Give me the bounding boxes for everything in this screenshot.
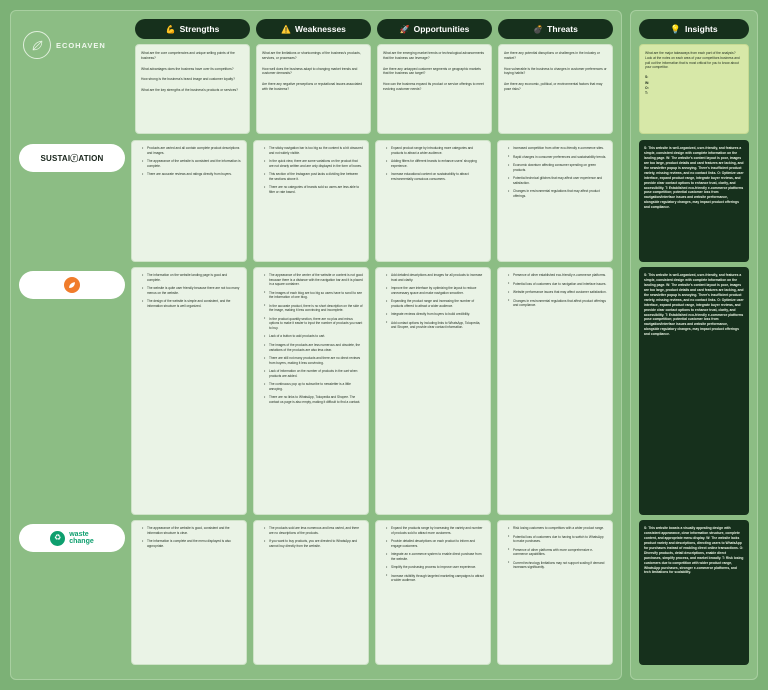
list-item: • The website is quite user friendly because there are not too many menus on the website. <box>142 286 241 295</box>
competitor-logo-cell <box>19 520 125 665</box>
insight-cell[interactable] <box>639 267 749 515</box>
list-item: • Presence of other established eco-friendly e-commerce platforms. <box>508 273 607 278</box>
list-item: • Potential loss of customers due to having to switch to WhatsApp to make purchases. <box>508 535 607 544</box>
list-item: • Expanding the product range and increasing the number of products offered to attract a wider audience. <box>386 299 485 308</box>
list-item: • Lack of information on the number of products in the cart when products are added. <box>264 369 363 378</box>
prompt-box-strengths <box>135 44 250 134</box>
list-item: • Changes in environmental regulations that may affect product offerings. <box>508 189 607 198</box>
prompt-text: What are the emerging market trends or technological advancements that the business can leverage? <box>383 51 484 60</box>
list-item: • Potential loss of customers due to navigation and interface issues. <box>508 282 607 287</box>
competitor-logo-cell <box>19 267 125 515</box>
cell-strengths[interactable] <box>131 520 247 665</box>
competitor-row <box>19 140 613 262</box>
cell-threats[interactable] <box>497 267 613 515</box>
prompt-text: What are the major takeaways from each part of the analysis? Look at the notes on each area of your competitors business and pull out the information that is most critical for you to know about your competitor. <box>645 51 740 70</box>
list-item: • The products sold are less numerous and less varied, and there are no descriptions of the products. <box>264 526 363 535</box>
list-item: • Lack of a button to add products to cart. <box>264 334 363 339</box>
competitor-name: waste change <box>69 530 94 545</box>
list-item: • The continuous pop up to subscribe to newsletter is a little annoying. <box>264 382 363 391</box>
list-item: • Website performance issues that may affect customer satisfaction. <box>508 290 607 295</box>
insight-key-t: T: <box>645 91 648 96</box>
column-threats <box>498 19 613 134</box>
prompt-text: Are there any potential disruptions or challenges in the industry or market? <box>504 51 600 60</box>
prompt-text: Are there any untapped customer segments or geographic markets that the business can target? <box>383 66 481 76</box>
cell-opportunities[interactable] <box>375 140 491 262</box>
list-item: • There are accurate reviews and ratings directly from buyers. <box>142 172 241 177</box>
column-header-threats[interactable] <box>498 19 613 39</box>
recycle-icon: ♻ <box>50 531 65 546</box>
cell-threats[interactable] <box>497 140 613 262</box>
list-item: • The sticky navigation bar is too big so the content is a bit obscured and not widely visible. <box>264 146 363 155</box>
list-item: • The images of each blog are too big so users have to scroll to see the information of one blog. <box>264 291 363 300</box>
list-item: • Increase educational content on sustainability to attract environmentally conscious consumers. <box>386 172 485 181</box>
list-item: • Economic downturn affecting consumer spending on green products. <box>508 163 607 172</box>
list-item: • Add contact options by including links to WhatsApp, Tokopedia, and Shopee, and provide clear contact information. <box>386 321 485 330</box>
column-opportunities <box>377 19 492 134</box>
board-header-row <box>19 19 613 134</box>
cell-threats[interactable] <box>497 520 613 665</box>
cell-opportunities[interactable] <box>375 520 491 665</box>
list-item: • Expand the products range by increasing the variety and number of products sold to attract more customers. <box>386 526 485 535</box>
lightbulb-icon: 💡 <box>670 23 681 34</box>
list-item: • The information on the website landing page is good and complete. <box>142 273 241 282</box>
insight-key-o: O: <box>645 85 649 90</box>
list-item: • Current technology limitations may not support scaling if demand increases significantly. <box>508 561 607 570</box>
list-item: • Increase visibility through targeted marketing campaigns to attract a wider audience. <box>386 574 485 583</box>
column-label-insights: Insights <box>685 24 718 34</box>
swot-board <box>10 10 622 680</box>
list-item: • Potential technical glitches that may affect user experience and satisfaction. <box>508 176 607 185</box>
prompt-text: Are there any economic, political, or environmental factors that may pose risks? <box>504 82 603 91</box>
column-header-weaknesses[interactable] <box>256 19 371 39</box>
list-item: • This section of the Instagram post lacks a dividing line between the sections above it. <box>264 172 363 181</box>
prompt-box-weaknesses <box>256 44 371 134</box>
insight-key-s: S: <box>645 75 649 80</box>
list-item: • Products are varied and all contain complete product descriptions and images. <box>142 146 241 155</box>
column-label-weaknesses: Weaknesses <box>295 24 346 34</box>
insights-header <box>639 19 749 134</box>
flex-muscle-icon: 💪 <box>165 24 176 34</box>
prompt-text: What are the key strengths of the business's products or services? <box>141 88 239 93</box>
prompt-text: How well does the business adapt to changing market trends and customer demands? <box>262 66 358 76</box>
board-rows <box>19 140 613 671</box>
list-item: • Presence of other platforms with more comprehensive e-commerce capabilities. <box>508 548 607 557</box>
list-item: • Adding filters for different brands to enhance users' shopping experience. <box>386 159 485 168</box>
list-item: • Simplify the purchasing process to improve user experience. <box>386 565 485 570</box>
rocket-icon: 🚀 <box>399 24 410 34</box>
column-header-insights[interactable] <box>639 19 749 39</box>
insight-key-w: W: <box>645 80 650 85</box>
list-item: • Risk losing customers to competitors with a wider product range. <box>508 526 607 531</box>
list-item: • Increased competition from other eco-friendly e-commerce sites. <box>508 146 607 151</box>
list-item: • If you want to buy products, you are directed to WhatsApp and cannot buy directly from the website. <box>264 539 363 548</box>
competitor-row <box>19 520 613 665</box>
orange-circle-leaf-logo <box>19 271 125 299</box>
cell-weaknesses[interactable] <box>253 267 369 515</box>
column-weaknesses <box>256 19 371 134</box>
prompt-box-threats <box>498 44 613 134</box>
insights-column <box>630 10 758 680</box>
prompt-text: How strong is the business's brand image and customer loyalty? <box>141 77 235 82</box>
bomb-icon: 💣 <box>533 24 544 34</box>
prompt-box-insights <box>639 44 749 134</box>
prompt-text: How vulnerable is the business to changes in customer preferences or buying habits? <box>504 66 607 76</box>
insight-cell[interactable] <box>639 140 749 262</box>
prompt-text: How can the business expand its product or service offerings to meet evolving customer needs? <box>383 82 484 91</box>
list-item: • The appearance of the website is consistent and the information is complete. <box>142 159 241 168</box>
competitor-name: SUSTAIⓡATION <box>40 153 104 163</box>
prompt-text: Are there any negative perceptions or reputational issues associated with the business? <box>262 82 363 91</box>
list-item: • The images of the products are less numerous and obsolete, the variations of the products are also less clear. <box>264 343 363 352</box>
list-item: • The information is complete and the menu displayed is also appropriate. <box>142 539 241 548</box>
list-item: • Rapid changes in consumer preferences and sustainability trends. <box>508 155 607 160</box>
warning-triangle-icon: ⚠️ <box>281 24 292 34</box>
prompt-box-opportunities <box>377 44 492 134</box>
competitor-logo-cell <box>19 140 125 262</box>
list-item: • There are still not many products and there are no direct reviews from buyers, making it less convincing. <box>264 356 363 365</box>
list-item: • Add detailed descriptions and images for all products to increase trust and clarity. <box>386 273 485 282</box>
list-item: • There are no categories of brands sold so users are less able to filter or rate based. <box>264 185 363 194</box>
insight-cell[interactable] <box>639 520 749 665</box>
list-item: • In the accurate product, there is no short description on the side of the image, making it less convincing and incomplete. <box>264 304 363 313</box>
leaf-icon <box>23 31 51 59</box>
list-item: • Integrate reviews directly from buyers to build credibility. <box>386 312 485 317</box>
column-label-strengths: Strengths <box>179 24 220 34</box>
brand-block <box>19 19 129 59</box>
prompt-text: What advantages does the business have over its competitors? <box>141 66 234 71</box>
prompt-text: What are the core competencies and unique selling points of the business? <box>141 51 235 60</box>
list-item: • In the product quantity section, there are no plus and minus options to make it easier to input the number of products you want to buy. <box>264 317 363 331</box>
list-item: • Expand product range by introducing more categories and products to attract a wider audience. <box>386 146 485 155</box>
column-label-opportunities: Opportunities <box>413 24 470 34</box>
waste4change-logo <box>19 524 125 552</box>
cell-weaknesses[interactable] <box>253 520 369 665</box>
brand-name: ECOHAVEN <box>56 40 106 50</box>
column-header-strengths[interactable] <box>135 19 250 39</box>
cell-strengths[interactable] <box>131 267 247 515</box>
column-strengths <box>135 19 250 134</box>
cell-weaknesses[interactable] <box>253 140 369 262</box>
insights-rows <box>639 140 749 671</box>
competitor-row <box>19 267 613 515</box>
list-item: • The design of the website is simple and consistent, and the information structure is well organized. <box>142 299 241 308</box>
sustainnation-logo <box>19 144 125 172</box>
list-item: • There are no links to WhatsApp, Tokopedia and Shopee. The contact us page is also empty, making it difficult to find a contact. <box>264 395 363 404</box>
list-item: • The appearance of the center of the website or content is not good because there is a distance with the navigation bar and it is placed in a square container. <box>264 273 363 287</box>
insight-text: S: This website is well-organized, user-friendly, and features a simple, consistent design with complete information on the landing page. W: The website's content layout is poor, images are too large, product details and card features are lacking, and the newsletter popup is annoying. There's insufficient product variety, missing reviews, and no contact links. O: Optimize user interface, expand product range, integrate buyer reviews, and provide clear contact options to enhance trust, clarity, and accessibility. T: Established eco-friendly e-commerce platforms pose competition; potential customer loss from navigation/interface issues and website performance, alongside regulatory changes, may impact product offerings and compliance. <box>644 273 744 337</box>
cell-strengths[interactable] <box>131 140 247 262</box>
prompt-text: What are the limitations or shortcomings of the business's products, services, or processes? <box>262 51 361 60</box>
list-item: • In the quick view, there are some variations on the product that are not clearly written and are only displayed in the form of boxes. <box>264 159 363 168</box>
column-label-threats: Threats <box>547 24 578 34</box>
column-header-opportunities[interactable] <box>377 19 492 39</box>
leaf-icon <box>64 277 80 293</box>
list-item: • Improve the user interface by optimizing the layout to reduce unnecessary space and make navigation smoother. <box>386 286 485 295</box>
insight-text: S: This website is well-organized, user-friendly, and features a simple, consistent design with complete information on the landing page. W: The website's content layout is poor, images are too large, product details and card features are lacking, and the newsletter popup is annoying. There's insufficient product variety, missing reviews, and no contact links. O: Optimize user interface, expand product range, integrate buyer reviews, and provide clear contact options to enhance trust, clarity, and accessibility. T: Established eco-friendly e-commerce platforms pose competition; potential customer loss from navigation/interface issues and website performance, alongside regulatory changes, may impact product offerings and compliance. <box>644 146 744 210</box>
list-item: • Integrate an e-commerce system to enable direct purchase from the website. <box>386 552 485 561</box>
cell-opportunities[interactable] <box>375 267 491 515</box>
insight-text: S: This website boasts a visually appealing design with consistent appearance, clear information structure, complete content, and appropriate menu display. W: The website lacks product variety and descriptions, directing users to WhatsApp for purchases instead of enabling direct online transactions. O: Diversify products, detail descriptions, enable direct purchases, simplify process, and market broadly. T: Risk losing customers due to competition with wider product range, WhatsApp purchases, stronger e-commerce platforms, and tech limitations for scalability. <box>644 526 744 575</box>
list-item: • The appearance of the website is good, consistent and the information structure is clear. <box>142 526 241 535</box>
list-item: • Changes in environmental regulations that affect product offerings and compliance. <box>508 299 607 308</box>
list-item: • Provide detailed descriptions on each product to inform and engage customers. <box>386 539 485 548</box>
